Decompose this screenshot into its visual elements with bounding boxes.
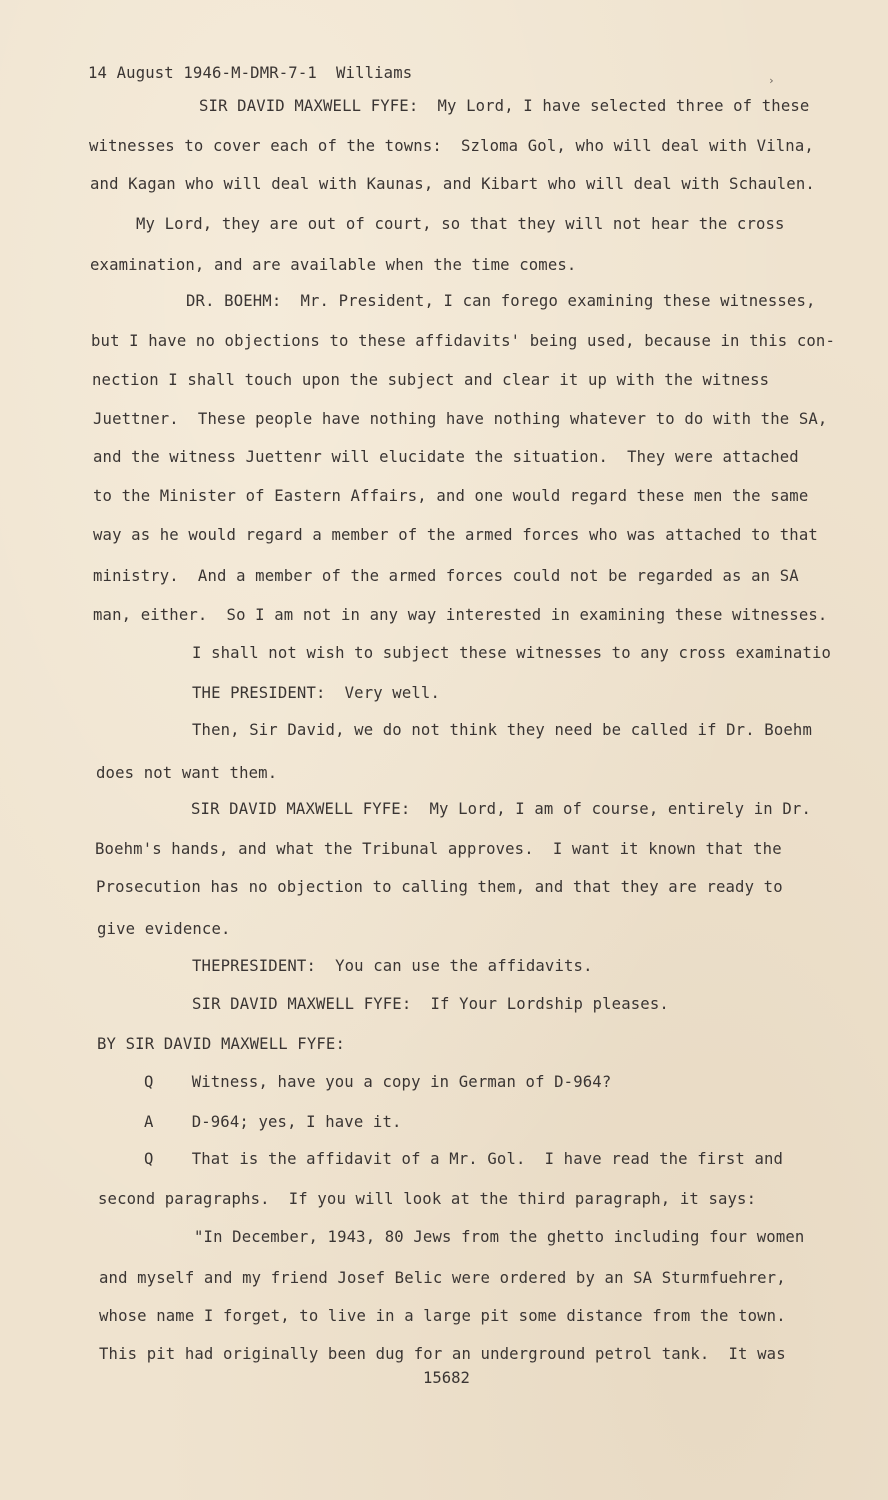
text-line: witnesses to cover each of the towns: Szloma Gol, who will deal with Vilna, [89, 137, 814, 155]
text-line: BY SIR DAVID MAXWELL FYFE: [97, 1035, 345, 1053]
text-line: ministry. And a member of the armed forces could not be regarded as an SA [93, 567, 799, 585]
text-line: whose name I forget, to live in a large pit some distance from the town. [99, 1307, 786, 1325]
text-line: Q Witness, have you a copy in German of D-964? [144, 1073, 612, 1091]
text-line: SIR DAVID MAXWELL FYFE: My Lord, I am of course, entirely in Dr. [191, 800, 811, 818]
text-line: Then, Sir David, we do not think they need be called if Dr. Boehm [192, 721, 812, 739]
text-line: examination, and are available when the time comes. [90, 256, 577, 274]
text-line: man, either. So I am not in any way interested in examining these witnesses. [93, 606, 828, 624]
page-header: 14 August 1946-M-DMR-7-1 Williams [88, 64, 413, 82]
margin-mark: › [768, 74, 775, 87]
text-line: This pit had originally been dug for an underground petrol tank. It was [99, 1345, 786, 1363]
text-line: SIR DAVID MAXWELL FYFE: If Your Lordship pleases. [192, 995, 669, 1013]
text-line: but I have no objections to these affidavits' being used, because in this con- [91, 332, 835, 350]
text-line: SIR DAVID MAXWELL FYFE: My Lord, I have selected three of these [199, 97, 810, 115]
text-line: way as he would regard a member of the armed forces who was attached to that [93, 526, 818, 544]
text-line: My Lord, they are out of court, so that they will not hear the cross [136, 215, 785, 233]
text-line: Juettner. These people have nothing have nothing whatever to do with the SA, [93, 410, 828, 428]
text-line: nection I shall touch upon the subject and clear it up with the witness [92, 371, 770, 389]
text-line: I shall not wish to subject these witnesses to any cross examinatio [192, 644, 832, 662]
text-line: THE PRESIDENT: Very well. [192, 684, 440, 702]
text-line: to the Minister of Eastern Affairs, and one would regard these men the same [93, 487, 809, 505]
text-line: Prosecution has no objection to calling them, and that they are ready to [96, 878, 783, 896]
text-line: THEPRESIDENT: You can use the affidavits. [192, 957, 593, 975]
text-line: A D-964; yes, I have it. [144, 1113, 402, 1131]
text-line: and myself and my friend Josef Belic were ordered by an SA Sturmfuehrer, [99, 1269, 786, 1287]
page-number: 15682 [423, 1369, 470, 1387]
text-line: "In December, 1943, 80 Jews from the ghetto including four women [194, 1228, 805, 1246]
text-line: Boehm's hands, and what the Tribunal approves. I want it known that the [95, 840, 782, 858]
text-line: Q That is the affidavit of a Mr. Gol. I have read the first and [144, 1150, 784, 1168]
text-line: DR. BOEHM: Mr. President, I can forego examining these witnesses, [186, 292, 816, 310]
text-line: give evidence. [97, 920, 231, 938]
text-line: does not want them. [96, 764, 278, 782]
text-line: and Kagan who will deal with Kaunas, and Kibart who will deal with Schaulen. [90, 175, 815, 193]
text-line: second paragraphs. If you will look at the third paragraph, it says: [98, 1190, 757, 1208]
text-line: and the witness Juettenr will elucidate the situation. They were attached [93, 448, 799, 466]
